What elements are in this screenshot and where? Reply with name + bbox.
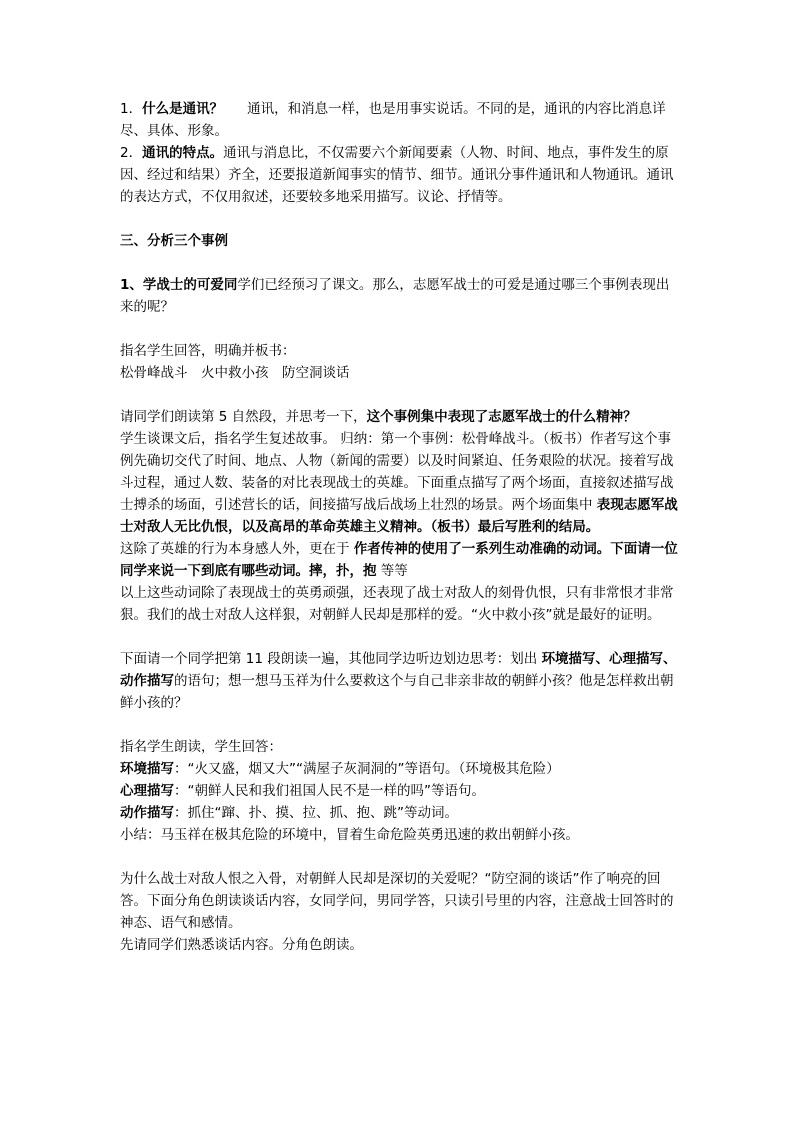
paragraph-role-reading: 先请同学们熟悉谈话内容。分角色朗读。: [120, 937, 363, 953]
paragraph-verbs: 这除了英雄的行为本身感人外，更在于 作者传神的使用了一系列生动准确的动词。下面请一位同学来说一下到底有哪些动词。摔，扑，抱 等等: [120, 541, 678, 579]
paragraph-tongxun-features: [120, 142, 680, 208]
psychological-description: 心理描写：“朝鲜人民和我们祖国人民不是一样的吗”等语句。: [120, 783, 485, 799]
document-body: [120, 98, 680, 956]
paragraph-section-11: 下面请一个同学把第 11 段朗读一遍，其他同学边听边划边思考：划出 环境描写、心理描写、动作描写的语句；想一想马玉祥为什么要救这个与自己非亲非故的朝鲜小孩？他是怎样救出朝鲜小孩的？: [120, 651, 677, 711]
item-number: 2．: [120, 145, 143, 161]
summary: 小结：马玉祥在极其危险的环境中，冒着生命危险英勇迅速的救出朝鲜小孩。: [120, 827, 579, 843]
paragraph-text: 通讯，和消息一样，也是用事实说话。不同的是，通讯的内容比消息详尽、具体、形象。: [120, 101, 666, 139]
paragraph-what-is-tongxun: [120, 98, 680, 142]
paragraph-text: 通讯与消息比，不仅需要六个新闻要素（人物、时间、地点，事件发生的原因、经过和结果）齐全，还要报道新闻事实的情节、细节。通讯分事件通讯和人物通讯。通讯的表达方式，不仅用叙述，还要较多地采用描写。议论、抒情等。: [120, 145, 674, 205]
item-number: 1．: [120, 101, 143, 117]
paragraph-answer: 指名学生回答，明确并板书：: [120, 343, 296, 359]
paragraph-songgufeng: 学生谈课文后，指名学生复述故事。 归纳：第一个事例：松骨峰战斗。（板书）作者写这个事例先确切交代了时间、地点、人物（新闻的需要）以及时间紧迫、任务艰险的状况。接着写战斗过程，通过人数、装备的对比表现战士的英雄。下面重点描写了两个场面，直接叙述描写战士搏杀的场面，引述营长的话，间接描写战后战场上壮烈的场景。两个场面集中 表现志愿军战士对敌人无比仇恨，以及高昂的革命英雄主义精神。（板书）最后写胜利的结局。: [120, 431, 678, 535]
section-heading: 三、分析三个事例: [120, 233, 228, 249]
environment-description: 环境描写：“火又盛，烟又大”“满屋子灰洞洞的”等语句。（环境极其危险）: [120, 761, 560, 777]
paragraph-three-examples: [120, 274, 680, 318]
bold-term: 通讯的特点。: [142, 145, 224, 161]
paragraph-read-section-5: 请同学们朗读第 5 自然段，并思考一下，这个事例集中表现了志愿军战士的什么精神？: [120, 409, 637, 425]
paragraph-text: 学们已经预习了课文。那么，志愿军战士的可爱是通过哪三个事例表现出来的呢？: [120, 277, 670, 315]
paragraph-students-answer: 指名学生朗读，学生回答：: [120, 739, 282, 755]
bold-term: 什么是通讯？: [142, 101, 224, 117]
action-description: 动作描写：抓住“蹿、扑、摸、拉、抓、抱、跳”等动词。: [120, 805, 458, 821]
paragraph-verbs-meaning: 以上这些动词除了表现战士的英勇顽强，还表现了战士对敌人的刻骨仇恨，只有非常恨才非常狠。我们的战士对敌人这样狠，对朝鲜人民却是那样的爱。“火中救小孩”就是最好的证明。: [120, 585, 674, 623]
paragraph-air-raid-shelter: 为什么战士对敌人恨之入骨，对朝鲜人民却是深切的关爱呢？“防空洞的谈话”作了响亮的回答。下面分角色朗读谈话内容，女同学问，男同学答，只读引号里的内容，注意战士回答时的神态、语气和感情。: [120, 871, 674, 931]
board-writing: 松骨峰战斗 火中救小孩 防空洞谈话: [120, 365, 350, 381]
bold-term: 1、学战士的可爱同: [120, 277, 238, 293]
